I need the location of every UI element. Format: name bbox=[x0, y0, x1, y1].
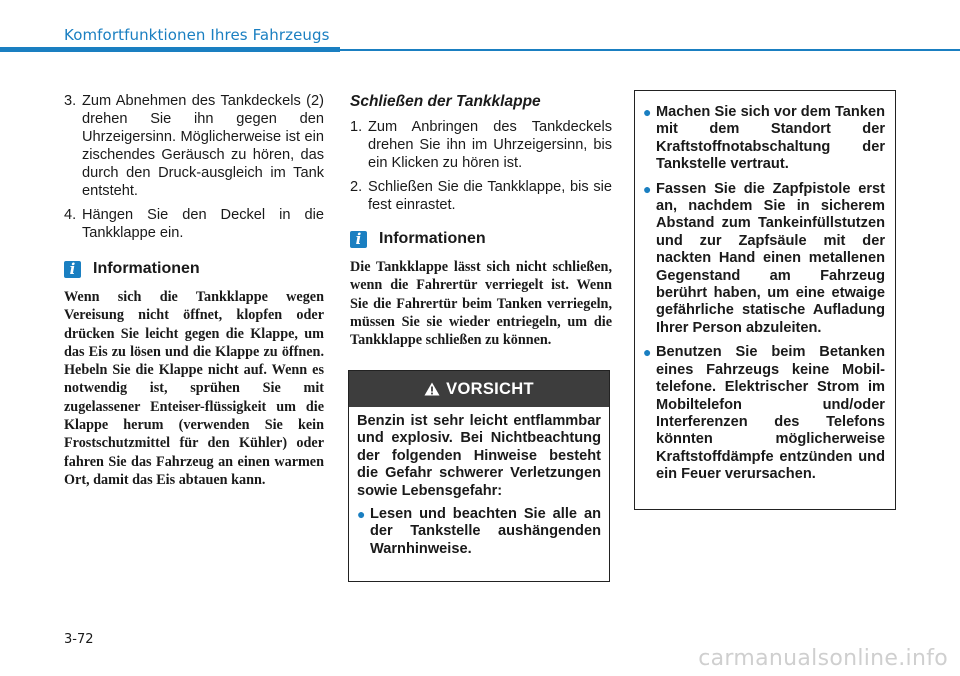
step-number: 3. bbox=[64, 93, 77, 109]
list-item bbox=[350, 178, 612, 214]
bullet-icon: ● bbox=[357, 506, 366, 523]
left-column bbox=[64, 92, 324, 489]
step-text: Hängen Sie den Deckel in die Tankklappe ein. bbox=[82, 207, 324, 241]
list-item bbox=[64, 92, 324, 200]
warning-triangle-icon bbox=[424, 382, 440, 396]
bullet-text: Fassen Sie die Zapfpistole erst an, nachdem Sie in sicherem Abstand zum Tankeinfüllstutzen und zur Zapfsäule mit der nackten Hand einen metallenen Gegenstand am Fahrzeug berührt haben, um eine etwaige gefährliche statische Aufladung Ihrer Person abzuleiten. bbox=[656, 180, 885, 336]
step-text: Zum Abnehmen des Tankdeckels (2) drehen Sie ihn gegen den Uhrzeigersinn. Möglicherweise ist ein zischendes Geräusch zu hören, das durch den Druck-ausgleich im Tank entsteht. bbox=[82, 93, 324, 199]
info-body: Wenn sich die Tankklappe wegen Vereisung nicht öffnet, klopfen oder drücken Sie leicht gegen die Klappe, um das Eis zu lösen und die Klappe zu öffnen. Hebeln Sie die Klappe nicht auf. Wenn es notwendig ist, sprühen Sie mit zugelassener Enteiser-flüssigkeit um die Klappe herum (verwenden Sie kein Frostschutzmittel für den Kühler) oder fahren Sie das Fahrzeug an einen warmen Ort, damit das Eis abtauen kann. bbox=[64, 289, 324, 488]
list-item bbox=[350, 118, 612, 172]
step-text: Schließen Sie die Tankklappe, bis sie fest einrastet. bbox=[368, 179, 612, 213]
bullet-text: Benutzen Sie beim Betanken eines Fahrzeugs keine Mobil-telefone. Elektrischer Strom im Mobiltelefon und/oder Interferenzen des Telefons könnten möglicherweise Kraftstoffdämpfe entzünden und ein Feuer verursachen. bbox=[656, 344, 885, 483]
page-number: 3-72 bbox=[64, 632, 94, 647]
bullet-text: Lesen und beachten Sie alle an der Tankstelle aushängenden Warnhinweise. bbox=[370, 506, 601, 557]
list-item bbox=[643, 344, 885, 483]
caution-header bbox=[349, 371, 609, 407]
step-number: 2. bbox=[350, 179, 363, 195]
warning-continuation-box bbox=[634, 90, 896, 510]
info-icon: i bbox=[64, 261, 81, 278]
watermark: carmanualsonline.info bbox=[698, 646, 948, 671]
list-item bbox=[643, 104, 885, 174]
bullet-icon: ● bbox=[643, 180, 652, 197]
caution-box bbox=[348, 370, 610, 582]
list-item bbox=[643, 181, 885, 338]
sub-heading: Schließen der Tankklappe bbox=[350, 93, 541, 110]
info-heading bbox=[350, 230, 612, 248]
bullet-icon: ● bbox=[643, 344, 652, 361]
info-body: Die Tankklappe lässt sich nicht schließen, wenn die Fahrertür verriegelt ist. Wenn Sie die Fahrertür beim Tanken verriegeln, müssen Sie sie wieder entriegeln, um die Tankklappe schließen zu können. bbox=[350, 259, 612, 349]
caution-body bbox=[349, 407, 609, 558]
list-item bbox=[64, 206, 324, 242]
bullet-icon: ● bbox=[643, 104, 652, 120]
section-title: Komfortfunktionen Ihres Fahrzeugs bbox=[64, 26, 330, 44]
header-rule-thin bbox=[340, 49, 960, 51]
list-item bbox=[357, 506, 601, 558]
info-title: Informationen bbox=[93, 260, 200, 277]
info-title: Informationen bbox=[379, 230, 486, 247]
header-rule-thick bbox=[0, 47, 340, 52]
bullet-text: Machen Sie sich vor dem Tanken mit dem Standort der Kraftstoffnotabschaltung der Tankstelle vertraut. bbox=[656, 104, 885, 173]
middle-column bbox=[350, 92, 612, 349]
info-heading bbox=[64, 260, 324, 278]
step-text: Zum Anbringen des Tankdeckels drehen Sie ihn im Uhrzeigersinn, bis ein Klicken zu hören ist. bbox=[368, 119, 612, 171]
caution-intro: Benzin ist sehr leicht entflammbar und explosiv. Bei Nichtbeachtung der folgenden Hinweise besteht die Gefahr schwerer Verletzungen sowie Lebensgefahr: bbox=[357, 413, 601, 499]
step-number: 1. bbox=[350, 119, 363, 135]
step-number: 4. bbox=[64, 207, 77, 223]
caution-label: VORSICHT bbox=[446, 379, 534, 398]
info-icon: i bbox=[350, 231, 367, 248]
